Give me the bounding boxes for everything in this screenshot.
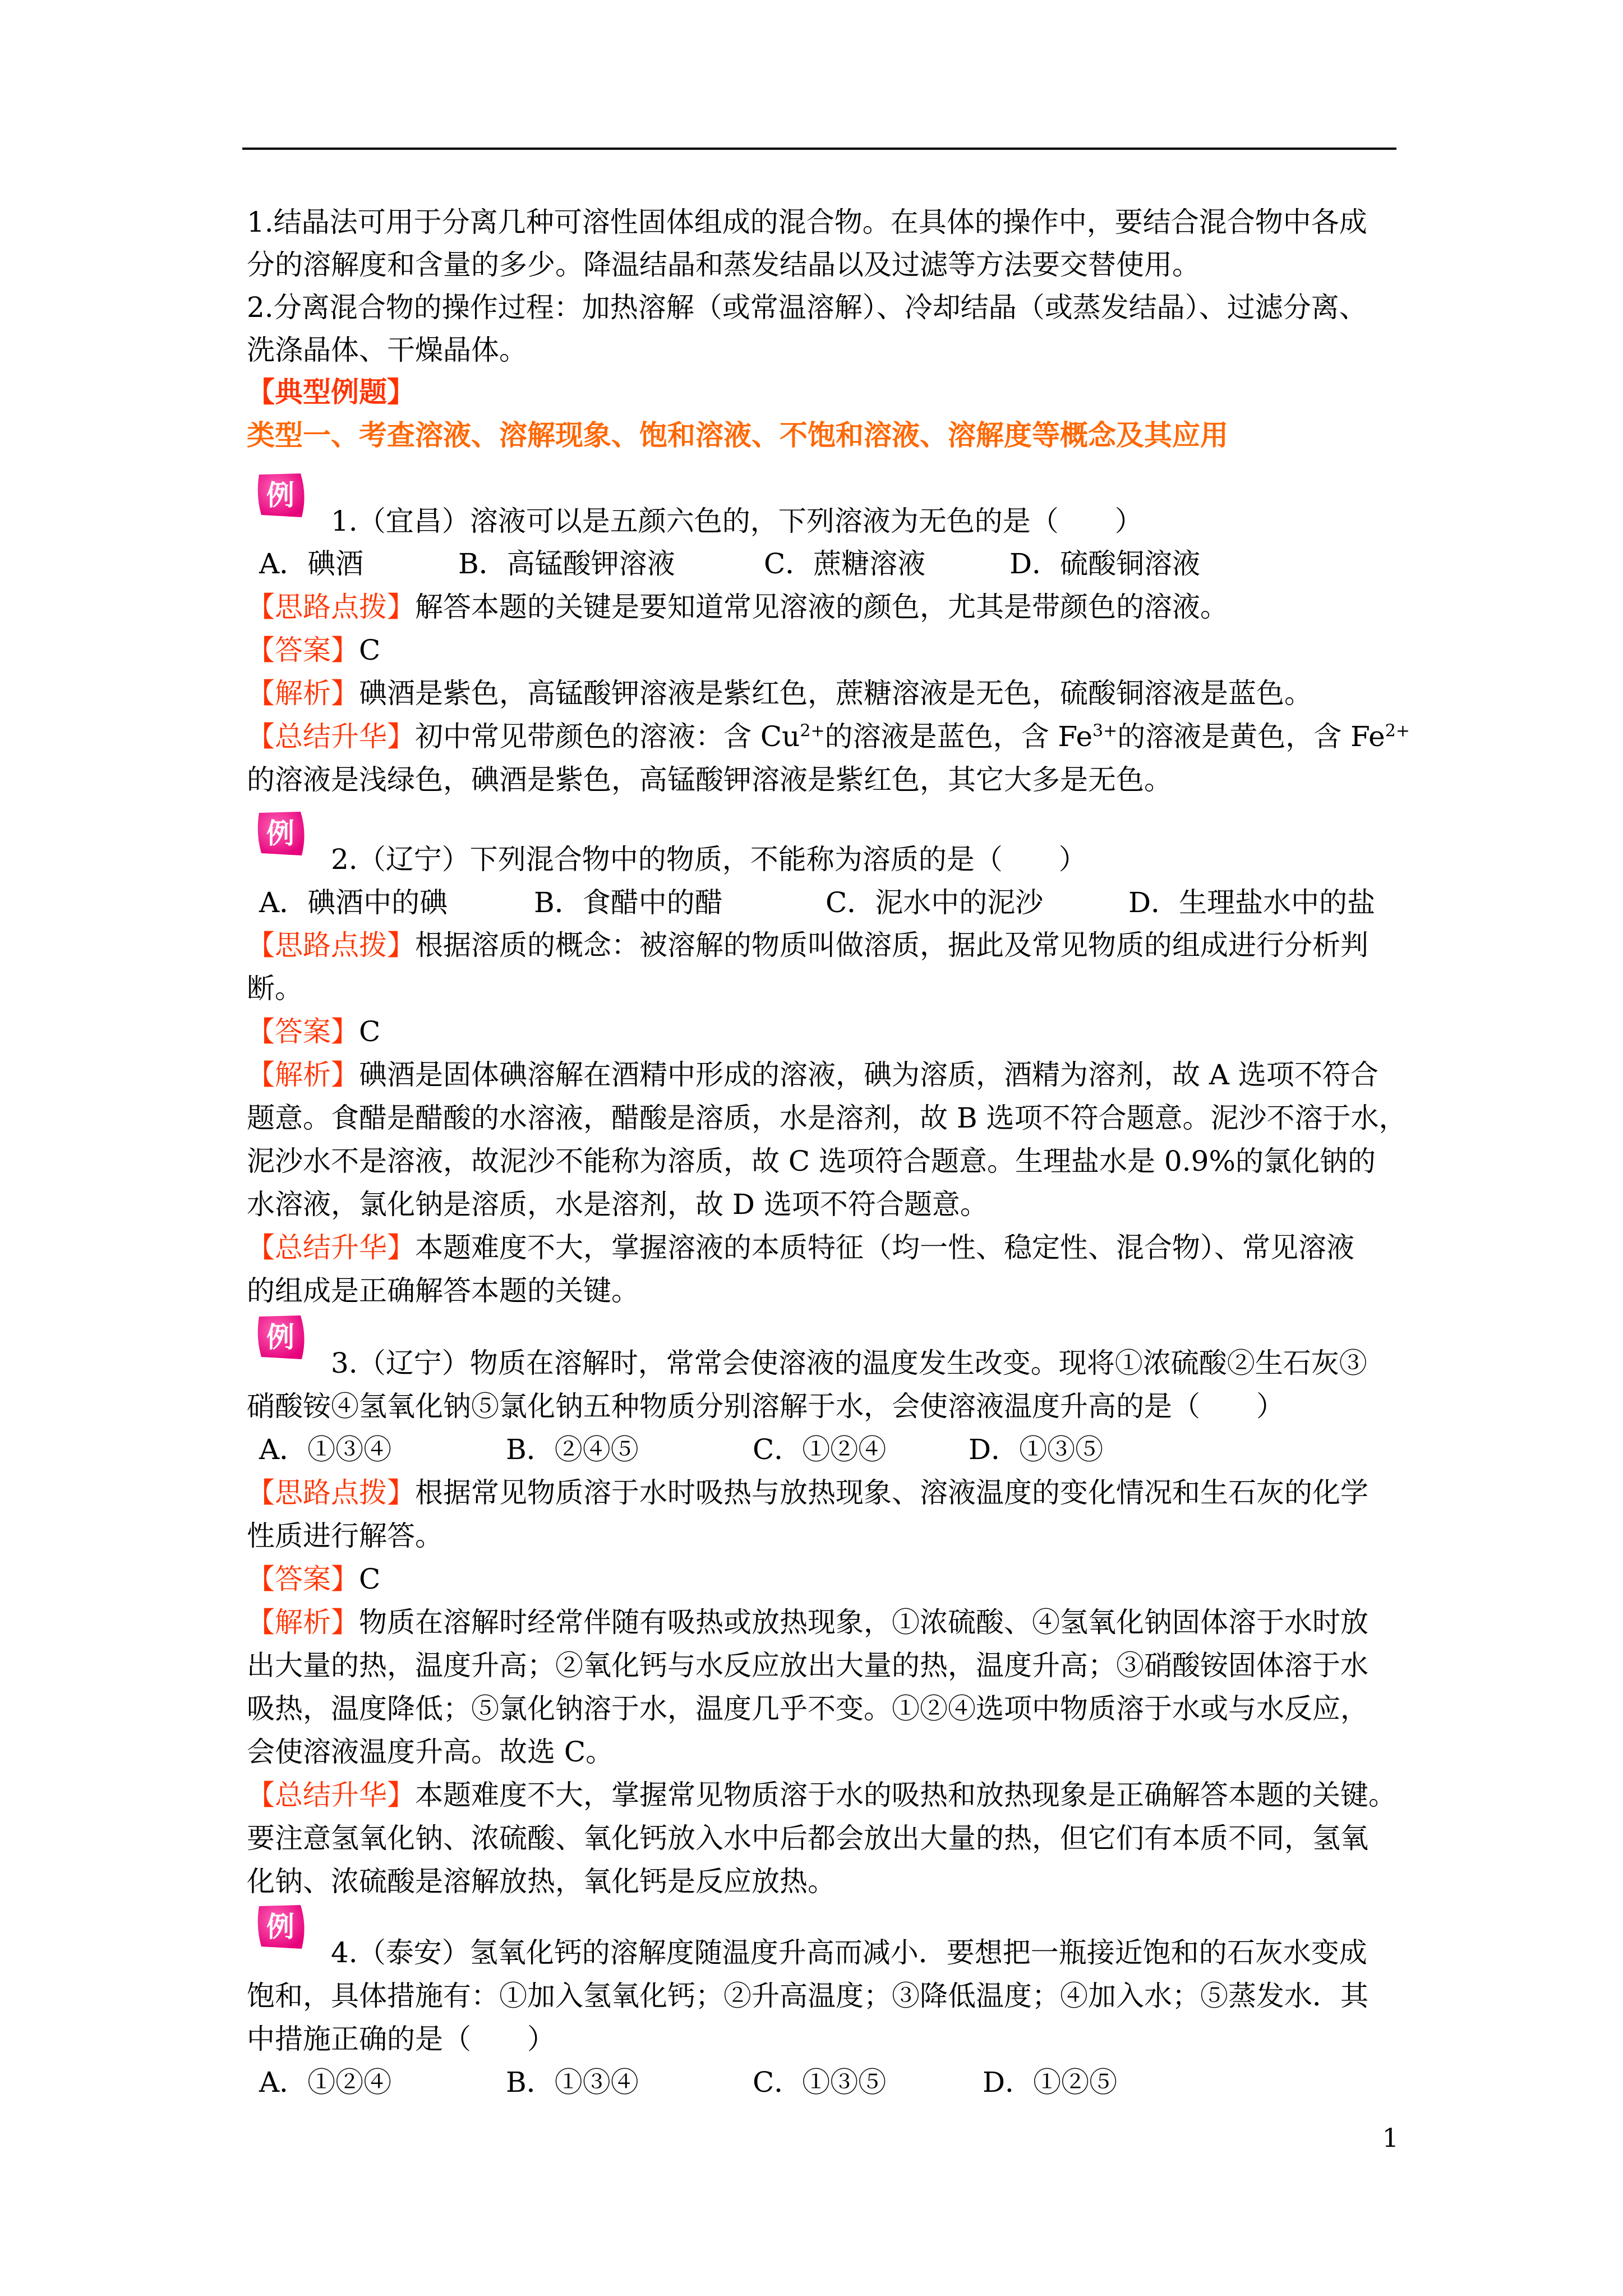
- ex4-option-a: A．①②④: [259, 2066, 392, 2099]
- ex1-option-b: B．高锰酸钾溶液: [458, 547, 675, 580]
- ex2-analysis-line2: 题意。食醋是醋酸的水溶液，醋酸是溶质，水是溶剂，故 B 选项不符合题意。泥沙不溶于水，: [247, 1102, 1407, 1134]
- ex2-option-a: A．碘酒中的碘: [259, 886, 448, 919]
- ex3-options: [259, 1428, 1414, 1471]
- summary-label: 【总结升华】: [247, 720, 415, 753]
- ex3-analysis-line3: 吸热，温度降低；⑤氯化钠溶于水，温度几乎不变。①②④选项中物质溶于水或与水反应，: [247, 1692, 1368, 1725]
- ex3-analysis-line4: 会使溶液温度升高。故选 C。: [247, 1736, 614, 1768]
- hint-label: 【思路点拨】: [247, 929, 415, 961]
- ex1-question: 1.（宜昌）溶液可以是五颜六色的，下列溶液为无色的是（ ）: [331, 505, 1143, 537]
- ex1-option-a: A．碘酒: [259, 547, 364, 580]
- ex1-option-c: C．蔗糖溶液: [764, 547, 926, 580]
- ex3-answer-text: C: [359, 1563, 381, 1595]
- answer-label: 【答案】: [247, 1563, 359, 1595]
- header-rule: [242, 148, 1396, 150]
- ex1-summary-sup1: 2+: [800, 721, 825, 741]
- ex1-option-d: D．硫酸铜溶液: [1009, 547, 1201, 580]
- ex2-analysis-text: 碘酒是固体碘溶解在酒精中形成的溶液，碘为溶质，酒精为溶剂，故 A 选项不符合: [359, 1059, 1378, 1091]
- ex2-hint-line2: 断。: [247, 972, 303, 1005]
- ex1-answer: [247, 629, 1402, 671]
- ex1-summary-b: 的溶液是蓝色，含 Fe: [824, 720, 1093, 753]
- analysis-label: 【解析】: [247, 1606, 359, 1639]
- summary-label: 【总结升华】: [247, 1231, 415, 1264]
- hint-label: 【思路点拨】: [247, 1476, 415, 1509]
- summary-label: 【总结升华】: [247, 1779, 415, 1811]
- ex2-summary-line1: [247, 1226, 1402, 1269]
- intro-p1-line1: 1.结晶法可用于分离几种可溶性固体组成的混合物。在具体的操作中，要结合混合物中各成: [247, 206, 1367, 238]
- ex4-option-c: C．①③⑤: [753, 2066, 887, 2099]
- ex3-summary-line2: 要注意氢氧化钠、浓硫酸、氧化钙放入水中后都会放出大量的热，但它们有本质不同，氢氧: [247, 1822, 1368, 1855]
- ex1-summary-line1: [247, 715, 1410, 758]
- section-heading: 【典型例题】: [247, 375, 415, 408]
- ex3-analysis-line2: 出大量的热，温度升高；②氧化钙与水反应放出大量的热，温度升高；③硝酸铵固体溶于水: [247, 1649, 1368, 1682]
- ex3-option-d: D．①③⑤: [969, 1433, 1104, 1466]
- ex2-analysis-line3: 泥沙水不是溶液，故泥沙不能称为溶质，故 C 选项符合题意。生理盐水是 0.9%的氯化钠的: [247, 1145, 1376, 1177]
- ex3-option-c: C．①②④: [753, 1433, 887, 1466]
- ex4-question-line2: 饱和，具体措施有：①加入氢氧化钙；②升高温度；③降低温度；④加入水；⑤蒸发水．其: [247, 1980, 1368, 2012]
- analysis-label: 【解析】: [247, 677, 359, 710]
- analysis-label: 【解析】: [247, 1059, 359, 1091]
- ex1-summary-c: 的溶液是黄色，含 Fe: [1117, 720, 1385, 753]
- badge-char: 例: [266, 1321, 294, 1354]
- ex1-hint: [247, 586, 1402, 628]
- ex2-hint-line1: [247, 924, 1402, 967]
- ex2-options: [259, 881, 1414, 924]
- ex2-option-b: B．食醋中的醋: [534, 886, 723, 919]
- ex4-question-line3: 中措施正确的是（ ）: [247, 2023, 555, 2055]
- type-heading: 类型一、考查溶液、溶解现象、饱和溶液、不饱和溶液、溶解度等概念及其应用: [247, 418, 1228, 452]
- ex3-analysis-text: 物质在溶解时经常伴随有吸热或放热现象，①浓硫酸、④氢氧化钠固体溶于水时放: [359, 1606, 1368, 1639]
- ex1-summary-line2: 的溶液是浅绿色，碘酒是紫色，高锰酸钾溶液是紫红色，其它大多是无色。: [247, 763, 1172, 796]
- ex2-question: 2.（辽宁）下列混合物中的物质，不能称为溶质的是（ ）: [331, 843, 1087, 876]
- ex2-option-c: C．泥水中的泥沙: [826, 886, 1044, 919]
- ex2-analysis-line4: 水溶液，氯化钠是溶质，水是溶剂，故 D 选项不符合题意。: [247, 1188, 988, 1221]
- ex3-analysis-line1: [247, 1601, 1402, 1644]
- ex2-option-d: D．生理盐水中的盐: [1128, 886, 1376, 919]
- ex3-hint-line2: 性质进行解答。: [247, 1520, 443, 1552]
- ex3-summary-text: 本题难度不大，掌握常见物质溶于水的吸热和放热现象是正确解答本题的关键。: [415, 1779, 1396, 1811]
- answer-label: 【答案】: [247, 634, 359, 666]
- example-badge-icon: [253, 1902, 308, 1952]
- ex1-answer-text: C: [359, 634, 381, 666]
- intro-p2-line2: 洗涤晶体、干燥晶体。: [247, 334, 527, 366]
- intro-p1-line2: 分的溶解度和含量的多少。降温结晶和蒸发结晶以及过滤等方法要交替使用。: [247, 249, 1200, 281]
- ex3-summary-line3: 化钠、浓硫酸是溶解放热，氧化钙是反应放热。: [247, 1865, 836, 1898]
- ex3-hint-line1: [247, 1471, 1402, 1514]
- ex4-options: [259, 2061, 1414, 2104]
- hint-label: 【思路点拨】: [247, 591, 415, 623]
- ex2-analysis-line1: [247, 1053, 1402, 1096]
- badge-char: 例: [266, 1911, 294, 1943]
- ex3-option-b: B．②④⑤: [506, 1433, 639, 1466]
- ex3-question-line2: 硝酸铵④氢氧化钠⑤氯化钠五种物质分别溶解于水，会使溶液温度升高的是（ ）: [247, 1390, 1284, 1423]
- example-badge-icon: [253, 808, 308, 859]
- ex1-options: [259, 542, 1414, 585]
- ex3-option-a: A．①③④: [259, 1433, 392, 1466]
- badge-char: 例: [266, 817, 294, 850]
- ex3-answer: [247, 1558, 1402, 1600]
- ex1-analysis-text: 碘酒是紫色，高锰酸钾溶液是紫红色，蔗糖溶液是无色，硫酸铜溶液是蓝色。: [359, 677, 1312, 710]
- badge-char: 例: [266, 479, 294, 512]
- ex3-summary-line1: [247, 1774, 1402, 1816]
- ex1-summary-a: 初中常见带颜色的溶液：含 Cu: [415, 720, 800, 753]
- answer-label: 【答案】: [247, 1015, 359, 1048]
- ex3-question-line1: 3.（辽宁）物质在溶解时，常常会使溶液的温度发生改变。现将①浓硫酸②生石灰③: [331, 1347, 1367, 1379]
- ex1-analysis: [247, 672, 1402, 715]
- page-number: 1: [1382, 2123, 1399, 2153]
- ex4-option-b: B．①③④: [506, 2066, 639, 2099]
- intro-p2-line1: 2.分离混合物的操作过程：加热溶解（或常温溶解）、冷却结晶（或蒸发结晶）、过滤分离、: [247, 291, 1367, 324]
- ex2-summary-line2: 的组成是正确解答本题的关键。: [247, 1274, 639, 1307]
- ex2-answer-text: C: [359, 1015, 381, 1048]
- ex3-hint-text: 根据常见物质溶于水时吸热与放热现象、溶液温度的变化情况和生石灰的化学: [415, 1476, 1368, 1509]
- example-badge-icon: [253, 1312, 308, 1363]
- ex2-hint-text: 根据溶质的概念：被溶解的物质叫做溶质，据此及常见物质的组成进行分析判: [415, 929, 1368, 961]
- ex1-summary-sup3: 2+: [1385, 721, 1410, 741]
- ex2-answer: [247, 1010, 1402, 1053]
- ex4-option-d: D．①②⑤: [983, 2066, 1118, 2099]
- ex2-summary-text: 本题难度不大，掌握溶液的本质特征（均一性、稳定性、混合物）、常见溶液: [415, 1231, 1354, 1264]
- example-badge-icon: [253, 470, 308, 521]
- ex1-hint-text: 解答本题的关键是要知道常见溶液的颜色，尤其是带颜色的溶液。: [415, 591, 1228, 623]
- ex1-summary-sup2: 3+: [1092, 721, 1118, 741]
- ex4-question-line1: 4.（泰安）氢氧化钙的溶解度随温度升高而减小．要想把一瓶接近饱和的石灰水变成: [331, 1936, 1367, 1969]
